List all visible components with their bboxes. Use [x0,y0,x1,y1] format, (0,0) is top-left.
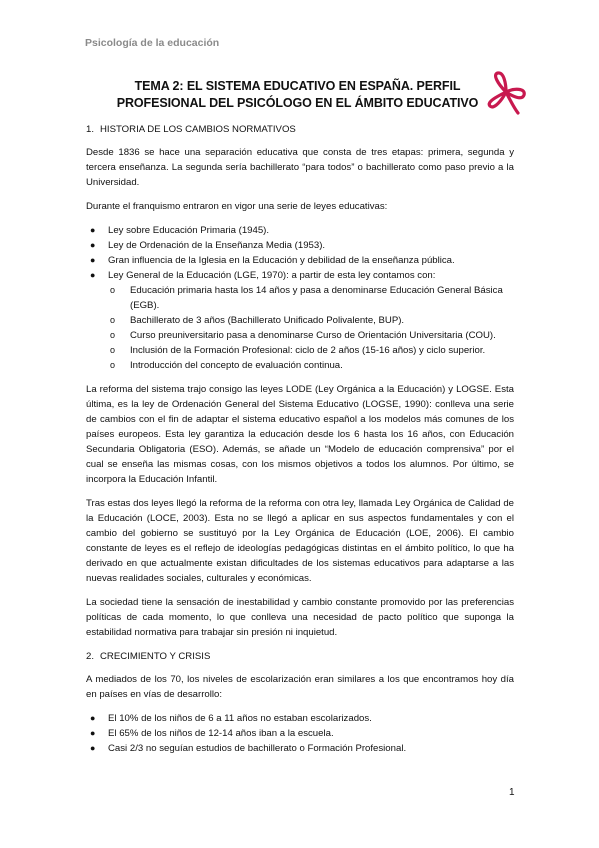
list-item [86,711,514,726]
paragraph: La reforma del sistema trajo consigo las leyes LODE (Ley Orgánica a la Educación) y LOGSE. Esta última, es la ley de Ordenación General del Sistema Educativo (LOGSE, 1990): conlleva una serie de cambios con el fin de adaptar el sistema educativo español a los modelos más comunes de los países europeos. Esta ley garantiza la educación desde los 6 hasta los 16 años, con Educación Secundaria Obligatoria (ESO). Además, se añade un “Modelo de educación comprensiva” por el cual se enseña las mismas cosas, con los mismos objetivos a todos los alumnos. Por último, se incorpora la Educación Infantil. [86,384,514,485]
list-item-text: Ley sobre Educación Primaria (1945). [108,225,270,236]
list-item [86,223,514,238]
paragraph: Desde 1836 se hace una separación educativa que consta de tres etapas: primera, segunda y tercera enseñanza. La segunda sería bachillerato “para todos” o bachillerato como paso previo a la Universidad. [86,147,514,188]
list-item [86,253,514,268]
list-item [86,726,514,741]
section-heading-2 [86,649,514,664]
document-body [86,122,514,765]
bullet-list [86,223,514,373]
list-item-text: Ley de Ordenación de la Enseñanza Media (1953). [108,240,326,251]
list-item [86,741,514,756]
section-number: 1. [86,124,95,135]
list-item-text: Casi 2/3 no seguían estudios de bachillerato o Formación Profesional. [108,743,407,754]
bullet-list [86,711,514,756]
sub-list-item-text: Curso preuniversitario pasa a denominarse Curso de Orientación Universitaria (COU). [130,330,496,341]
section-title: CRECIMIENTO Y CRISIS [100,651,211,662]
paragraph: A mediados de los 70, los niveles de escolarización eran similares a los que encontramos hoy día en países en vías de desarrollo: [86,674,514,700]
paragraph: Tras estas dos leyes llegó la reforma de la reforma con otra ley, llamada Ley Orgánica de Calidad de la Educación (LOCE, 2003). Esta no se llegó a aplicar en sus aspectos fundamentales y con el cambio del gobierno se sustituyó por la Ley Orgánica de Educación (LOE, 2006). El cambio constante de leyes es el reflejo de ideologías pedagógicas distintas en el ámbito político, lo que ha derivado en que actualmente existan dificultades de los sistemas educativos para adaptarse a las nuevas realidades sociales, culturales y económicas. [86,498,514,584]
title-line-2: PROFESIONAL DEL PSICÓLOGO EN EL ÁMBITO EDUCATIVO [116,96,479,110]
section-title: HISTORIA DE LOS CAMBIOS NORMATIVOS [100,124,296,135]
bullet-icon: ● [90,225,96,235]
bullet-icon: ● [90,728,96,738]
section-number: 2. [86,651,95,662]
list-item-text: El 65% de los niños de 12-14 años iban a la escuela. [108,728,334,739]
circle-bullet-icon: o [110,330,116,340]
circle-bullet-icon: o [110,345,116,355]
sub-list-item-text: Bachillerato de 3 años (Bachillerato Unificado Polivalente, BUP). [130,315,405,326]
list-item-text: Ley General de la Educación (LGE, 1970): a partir de esta ley contamos con: [108,270,436,281]
sub-list-item [108,358,514,373]
sub-list-item [108,343,514,358]
circle-bullet-icon: o [110,285,116,295]
section-heading-1 [86,122,514,137]
sub-list-item [108,283,514,313]
sub-list-item-text: Introducción del concepto de evaluación continua. [130,360,343,371]
paragraph: La sociedad tiene la sensación de inestabilidad y cambio constante promovido por las preferencias políticas de cada momento, lo que conlleva una necesidad de pacto político que suponga la estabilidad normativa para trabajar sin presión ni inquietud. [86,597,514,638]
sub-list-item-text: Inclusión de la Formación Profesional: ciclo de 2 años (15-16 años) y ciclo superior. [130,345,486,356]
bullet-icon: ● [90,713,96,723]
list-item [86,268,514,373]
sub-list-item [108,313,514,328]
university-logo-icon [484,70,528,116]
bullet-icon: ● [90,255,96,265]
sub-list-item-text: Educación primaria hasta los 14 años y pasa a denominarse Educación General Básica (EGB). [130,285,503,311]
document-title [110,78,485,112]
bullet-icon: ● [90,240,96,250]
bullet-icon: ● [90,270,96,280]
running-header: Psicología de la educación [85,37,220,49]
list-item-text: Gran influencia de la Iglesia en la Educación y debilidad de la enseñanza pública. [108,255,455,266]
bullet-icon: ● [90,743,96,753]
circle-bullet-icon: o [110,360,116,370]
list-item-text: El 10% de los niños de 6 a 11 años no estaban escolarizados. [108,713,372,724]
sub-list [108,283,514,373]
circle-bullet-icon: o [110,315,116,325]
title-line-1: TEMA 2: EL SISTEMA EDUCATIVO EN ESPAÑA. PERFIL [134,79,461,93]
list-item [86,238,514,253]
paragraph: Durante el franquismo entraron en vigor una serie de leyes educativas: [86,201,388,212]
page-number: 1 [509,787,515,798]
sub-list-item [108,328,514,343]
